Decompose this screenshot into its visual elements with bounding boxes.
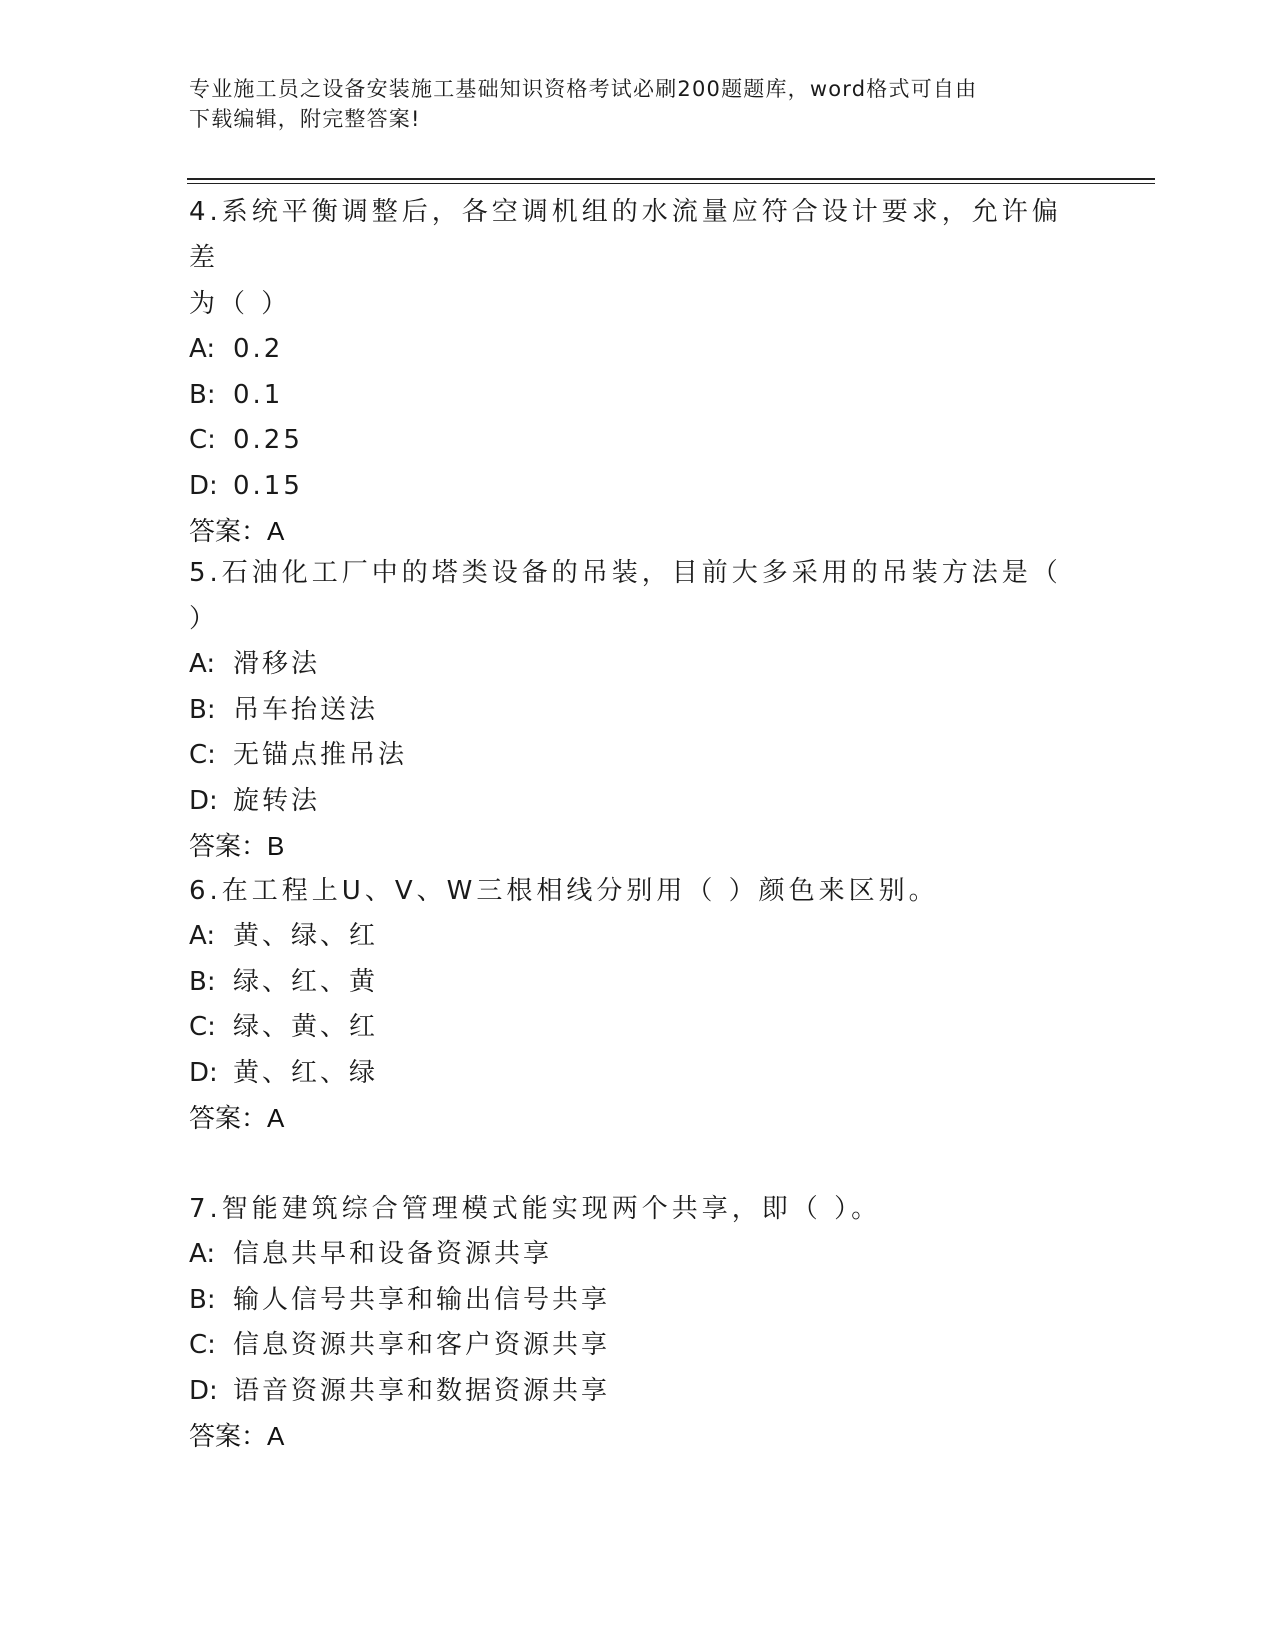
- option-text: 吊车抬送法: [233, 694, 379, 725]
- header-divider-thin: [187, 183, 1155, 184]
- header-line-1: 专业施工员之设备安装施工基础知识资格考试必刷200题题库，word格式可自由: [189, 77, 978, 101]
- option-letter: C:: [189, 425, 216, 455]
- question-5: [189, 550, 1089, 870]
- option-b: [189, 688, 1089, 734]
- question-7: [189, 1186, 1089, 1460]
- option-letter: B:: [189, 379, 216, 410]
- answer-line: 答案：A: [189, 1421, 285, 1451]
- answer-line: 答案：B: [189, 831, 285, 861]
- question-stem: 4.系统平衡调整后，各空调机组的水流量应符合设计要求，允许偏差: [189, 197, 1062, 273]
- question-4: [189, 189, 1089, 555]
- answer-line: 答案：A: [189, 516, 285, 546]
- option-letter: A:: [189, 649, 216, 679]
- option-text: 语音资源共享和数据资源共享: [233, 1375, 611, 1406]
- option-d: [189, 779, 1089, 825]
- option-c: [189, 1005, 1089, 1051]
- option-letter: D:: [189, 1057, 218, 1088]
- option-text: 黄、绿、红: [233, 921, 379, 951]
- option-text: 输人信号共享和输出信号共享: [233, 1284, 611, 1315]
- option-a: [189, 1232, 1089, 1278]
- option-text: 绿、红、黄: [233, 966, 379, 997]
- option-text: 信息共早和设备资源共享: [233, 1239, 553, 1269]
- answer-line: 答案：A: [189, 1103, 285, 1133]
- question-6: [189, 868, 1089, 1142]
- option-letter: C:: [189, 1330, 216, 1360]
- option-a: [189, 327, 1089, 373]
- option-b: [189, 1278, 1089, 1324]
- option-b: [189, 960, 1089, 1006]
- option-text: 滑移法: [233, 649, 321, 679]
- option-letter: A:: [189, 921, 216, 951]
- option-letter: C:: [189, 1012, 216, 1042]
- option-d: [189, 1051, 1089, 1097]
- option-d: [189, 464, 1089, 510]
- option-letter: B:: [189, 1284, 216, 1315]
- option-b: [189, 373, 1089, 419]
- header-divider-thick: [187, 178, 1155, 180]
- option-text: 0.25: [233, 425, 303, 455]
- option-text: 0.1: [233, 379, 284, 410]
- question-stem: 5.石油化工厂中的塔类设备的吊装，目前大多采用的吊装方法是（ ）: [189, 558, 1062, 634]
- option-c: [189, 733, 1089, 779]
- option-d: [189, 1369, 1089, 1415]
- option-c: [189, 1323, 1089, 1369]
- option-c: [189, 418, 1089, 464]
- option-letter: D:: [189, 1375, 218, 1406]
- option-letter: A:: [189, 334, 216, 364]
- option-a: [189, 914, 1089, 960]
- question-stem-continued: 为（ ）: [189, 289, 292, 319]
- option-text: 0.15: [233, 470, 303, 501]
- header-line-2: 下载编辑，附完整答案!: [189, 107, 421, 131]
- option-letter: B:: [189, 694, 216, 725]
- option-text: 旋转法: [233, 785, 321, 816]
- document-header: [189, 74, 1089, 134]
- option-text: 无锚点推吊法: [233, 740, 408, 770]
- option-text: 0.2: [233, 334, 284, 364]
- option-letter: D:: [189, 470, 218, 501]
- question-stem: 6.在工程上U、V、W三根相线分别用（ ）颜色来区别。: [189, 876, 939, 906]
- option-letter: D:: [189, 785, 218, 816]
- option-text: 信息资源共享和客户资源共享: [233, 1330, 611, 1360]
- option-a: [189, 642, 1089, 688]
- option-letter: C:: [189, 740, 216, 770]
- question-stem: 7.智能建筑综合管理模式能实现两个共享，即（ ）。: [189, 1194, 882, 1224]
- option-letter: B:: [189, 966, 216, 997]
- option-letter: A:: [189, 1239, 216, 1269]
- option-text: 绿、黄、红: [233, 1012, 379, 1042]
- option-text: 黄、红、绿: [233, 1057, 379, 1088]
